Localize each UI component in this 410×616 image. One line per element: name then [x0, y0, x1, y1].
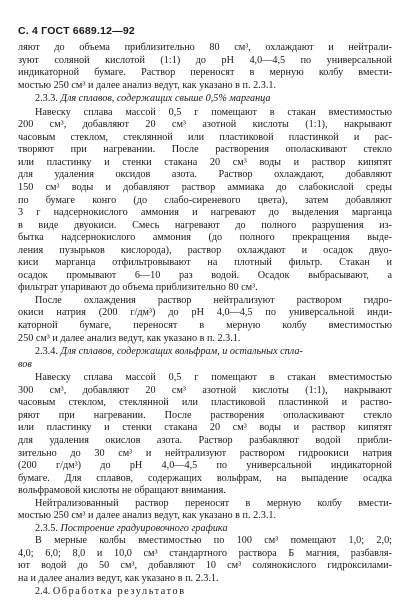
text-line: В мерные колбы вместимостью по 100 см³ помещают 1,0; 2,0;: [35, 535, 392, 547]
text-line: часовым стеклом, стеклянной или пластиковой пластинкой и рас-: [18, 131, 392, 143]
section-number: 2.3.3.: [35, 93, 58, 105]
text-line: ют водой до 50 см³, добавляют 10 см³ солянокислого гидроксилами-: [18, 560, 392, 572]
section-title: Построение градуировочного графика: [60, 522, 228, 534]
section-heading: [18, 346, 392, 359]
text-line: вольфрамовой кислоты не обращают внимания.: [18, 485, 226, 497]
text-line: 300 см³, добавляют 20 см³ азотной кислоты (1:1), накрывают: [18, 384, 392, 396]
text-line: 200 см³, добавляют 20 см³ азотной кислоты (1:1), накрывают: [18, 119, 392, 131]
text-line: или пластинку и стенки стакана 20 см³ воды и раствор кипятят: [18, 422, 392, 434]
section-title: Для сплавов, содержащих свыше 0,5% марганца: [60, 93, 271, 105]
paragraph: [18, 498, 392, 523]
text-line: для удаления оксидов азота. Раствор охлаждают, добавляют: [18, 169, 392, 181]
paragraph: [18, 372, 392, 497]
text-line: в виде двуокиси. Смесь нагревают до полного разрушения из-: [18, 219, 392, 231]
section-heading: [18, 93, 392, 106]
text-line: на и далее анализ ведут, как указано в п. 2.3.1.: [18, 572, 219, 584]
text-line: или пластинку и стенки стакана 20 см³ воды и раствор кипятят: [18, 156, 392, 168]
text-line: 4,0; 6,0; 8,0 и 10,0 см³ стандартного раствора Б магния, разбавля-: [18, 547, 392, 559]
section-title: Обработка результатов: [52, 585, 186, 597]
text-line: ряют при нагревании. После растворения ополаскивают стекло: [18, 409, 392, 421]
text-line: осадок промывают 6—10 раз водой. Осадок выбрасывают, а: [18, 269, 392, 281]
text-line: творяют при нагревании. После растворения ополаскивают стекло: [18, 144, 392, 156]
text-line: 3 г надсернокислого аммония и нагревают до выделения марганца: [18, 207, 392, 219]
section-number: 2.3.5.: [35, 522, 58, 534]
text-line: бумаге. Для сплавов, содержащих вольфрам, на выпадение осадка: [18, 472, 392, 484]
text-line: киси марганца отфильтровывают на плотный фильтр. Стакан и: [18, 257, 392, 269]
text-line: мостью 250 см³ и далее анализ ведут, как указано в п. 2.3.1.: [18, 510, 277, 522]
text-line: мостью 250 см³ и далее анализ ведут, как указано в п. 2.3.1.: [18, 79, 277, 91]
document-body: [18, 42, 392, 598]
text-line: бытка надсернокислого аммония (до полного прекращения выде-: [18, 232, 392, 244]
page-header: С. 4 ГОСТ 6689.12—92: [18, 25, 135, 37]
section-number: 2.3.4.: [35, 346, 58, 358]
text-line: ления пузырьков кислорода), раствор охлаждают и осадок двуо-: [18, 244, 392, 256]
text-line: Нейтрализованный раствор переносят в мерную колбу вмести-: [35, 497, 392, 509]
text-line: часовым стеклом, стеклянной или пластиковой пластинкой и раство-: [18, 397, 392, 409]
section-number: 2.4.: [35, 585, 51, 597]
text-line: После охлаждения раствор нейтрализуют раствором гидро-: [35, 294, 392, 306]
paragraph: [18, 295, 392, 345]
text-line: зительно до 30 см³ и нейтрализуют раствором гидроокиси натрия: [18, 447, 392, 459]
section-heading: [18, 523, 392, 536]
text-line: 150 см³ воды и добавляют раствор аммиака до слабокислой среды: [18, 182, 392, 194]
text-line: для удаления окислов азота. Раствор разбавляют водой прибли-: [18, 434, 392, 446]
text-line: по бумаге конго (до слабо-сиреневого цвета), затем добавляют: [18, 194, 392, 206]
text-line: (200 г/дм³) до рН 4,0—4,5 по универсальной индикаторной: [18, 460, 392, 472]
paragraph: [18, 535, 392, 585]
paragraph: [18, 42, 392, 92]
text-line: каторной бумаге, переносят в мерную колбу вместимостью: [18, 320, 392, 332]
paragraph: [18, 107, 392, 295]
text-line: ляют до объема приблизительно 80 см³, охлаждают и нейтрали-: [18, 42, 392, 53]
text-line: Навеску сплава массой 0,5 г помещают в стакан вместимостью: [35, 106, 392, 118]
section-heading: [18, 586, 392, 599]
text-line: индикаторной бумаге. Раствор переносят в мерную колбу вмести-: [18, 67, 392, 79]
text-line: зуют соляной кислотой (1:1) до рН 4,0—4,5 по универсальной: [18, 54, 392, 66]
text-line: 250 см³ и далее анализ ведут, как указано в п. 2.3.1.: [18, 332, 241, 344]
section-title-continuation: вов: [18, 358, 32, 370]
text-line: окиси натрия (200 г/дм³) до рН 4,0—4,5 по универсальной инди-: [18, 307, 392, 319]
text-line: Навеску сплава массой 0,5 г помещают в стакан вместимостью: [35, 372, 392, 384]
text-line: фильтрат упаривают до объема приблизительно 80 см³.: [18, 282, 258, 294]
section-title: Для сплавов, содержащих вольфрам, и остальных спла-: [60, 346, 303, 358]
